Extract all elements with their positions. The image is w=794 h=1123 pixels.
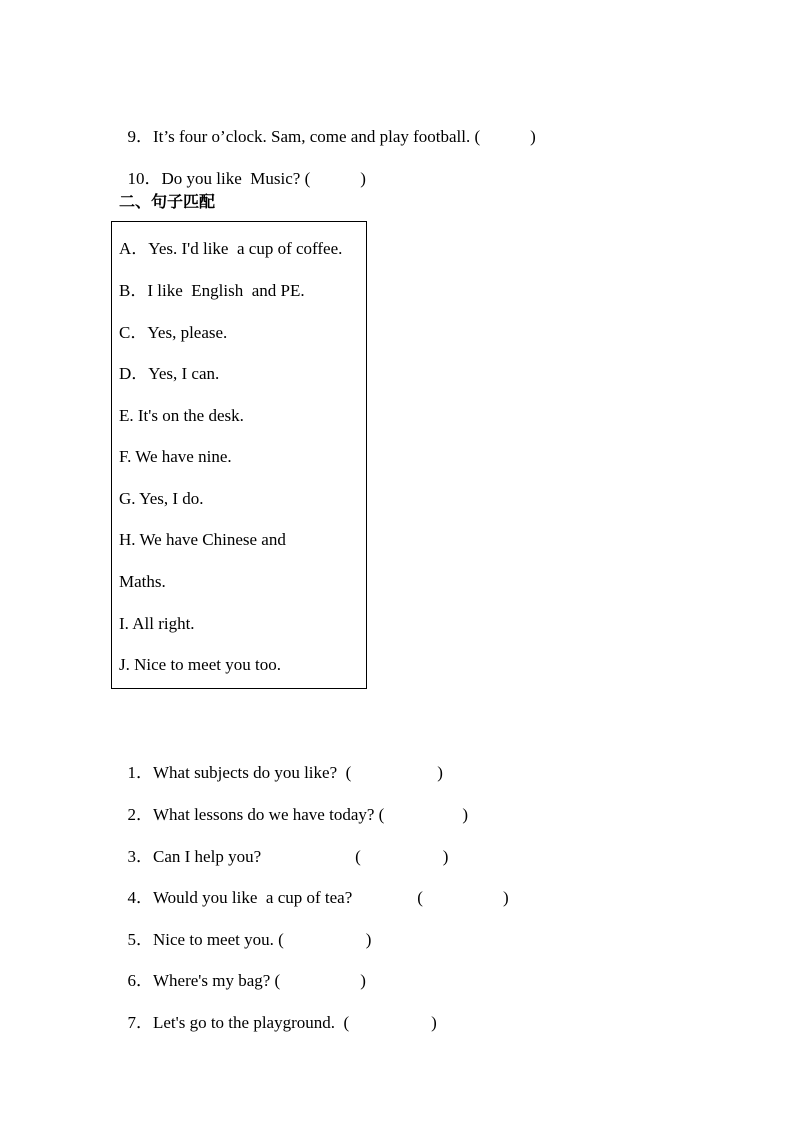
match-question-1-text: 1．What subjects do you like? ( xyxy=(127,763,352,782)
option-g: G. Yes, I do. xyxy=(119,489,204,508)
match-question-6 xyxy=(119,951,366,991)
match-question-4-text: 4．Would you like a cup of tea? xyxy=(127,888,353,907)
match-question-6-text: 6．Where's my bag? ( xyxy=(127,971,281,990)
match-question-1 xyxy=(119,743,443,783)
match-question-5 xyxy=(119,910,371,950)
option-a: A．Yes. I'd like a cup of coffee. xyxy=(119,239,343,258)
close-paren: ) xyxy=(360,971,366,990)
question-10-close: ) xyxy=(360,169,366,188)
question-9-close: ) xyxy=(530,127,536,146)
match-question-7-text: 7．Let's go to the playground. ( xyxy=(127,1013,350,1032)
close-paren: ) xyxy=(462,805,468,824)
match-question-3 xyxy=(119,827,448,867)
close-paren: ) xyxy=(431,1013,437,1032)
option-c: C．Yes, please. xyxy=(119,323,228,342)
match-question-2 xyxy=(119,785,468,825)
option-e: E. It's on the desk. xyxy=(119,406,244,425)
match-question-2-text: 2．What lessons do we have today? ( xyxy=(127,805,385,824)
option-d: D．Yes, I can. xyxy=(119,364,220,383)
option-f: F. We have nine. xyxy=(119,447,232,466)
option-h: H. We have Chinese and xyxy=(119,530,286,549)
close-paren: ) xyxy=(442,847,449,866)
option-i: I. All right. xyxy=(119,614,195,633)
open-paren: ( xyxy=(417,888,423,907)
option-h-continued: Maths. xyxy=(119,572,166,591)
match-question-7 xyxy=(119,993,437,1033)
close-paren: ) xyxy=(365,930,372,949)
option-j: J. Nice to meet you too. xyxy=(119,655,281,674)
close-paren: ) xyxy=(437,763,443,782)
match-question-5-text: 5．Nice to meet you. ( xyxy=(127,930,284,949)
match-question-4 xyxy=(119,868,509,908)
section-heading: 二、句子匹配 xyxy=(119,192,216,211)
option-b: B．I like English and PE. xyxy=(119,281,305,300)
question-9 xyxy=(119,107,536,147)
options-box xyxy=(111,221,367,689)
question-9-text: 9．It’s four o’clock. Sam, come and play football. ( xyxy=(127,127,481,146)
open-paren: ( xyxy=(355,847,361,866)
close-paren: ) xyxy=(502,888,509,907)
match-question-3-text: 3．Can I help you? xyxy=(127,847,262,866)
question-10 xyxy=(119,149,366,189)
question-10-text: 10．Do you like Music? ( xyxy=(127,169,311,188)
